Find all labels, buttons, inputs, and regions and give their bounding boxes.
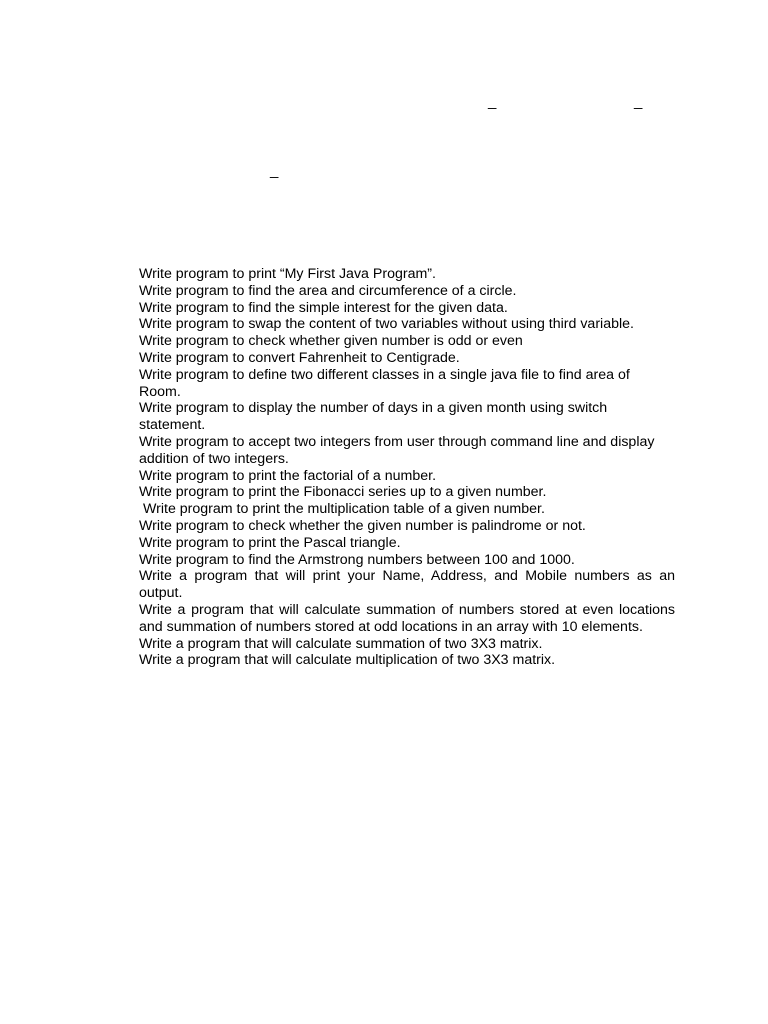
list-item: Write program to print the factorial of a number. [139, 467, 437, 484]
list-item: Write program to print the Pascal triangle. [139, 534, 401, 551]
list-item: Write program to print the multiplication table of a given number. [143, 501, 545, 518]
header-mark: _ [270, 162, 279, 179]
list-item: Write a program that will calculate summation of numbers stored at even locations and summation of numbers stored at odd locations in an array with 10 elements. [139, 601, 675, 635]
list-item: Write program to display the number of days in a given month using switch statement. [139, 400, 608, 434]
program-list [139, 266, 675, 669]
list-item: Write program to find the Armstrong numbers between 100 and 1000. [139, 551, 575, 568]
list-item: Write program to define two different classes in a single java file to find area of Room. [139, 366, 630, 400]
list-item: Write program to convert Fahrenheit to Centigrade. [139, 349, 460, 366]
list-item: Write program to find the simple interest for the given data. [139, 299, 508, 316]
list-item: Write program to print the Fibonacci series up to a given number. [139, 484, 547, 501]
list-item: Write program to swap the content of two variables without using third variable. [139, 316, 634, 333]
list-item: Write program to print “My First Java Program”. [139, 266, 436, 282]
list-item: Write a program that will calculate summation of two 3X3 matrix. [139, 635, 543, 652]
list-item: Write program to find the area and circumference of a circle. [139, 282, 517, 299]
header-mark: _ [488, 93, 497, 110]
list-item: Write program to check whether given number is odd or even [139, 333, 523, 350]
list-item: Write program to check whether the given number is palindrome or not. [139, 517, 586, 534]
list-item: Write program to accept two integers from user through command line and display addition of two integers. [139, 433, 655, 467]
list-item: Write a program that will calculate multiplication of two 3X3 matrix. [139, 652, 556, 669]
list-item: Write a program that will print your Name, Address, and Mobile numbers as an output. [139, 568, 675, 602]
header-mark: _ [634, 93, 643, 110]
